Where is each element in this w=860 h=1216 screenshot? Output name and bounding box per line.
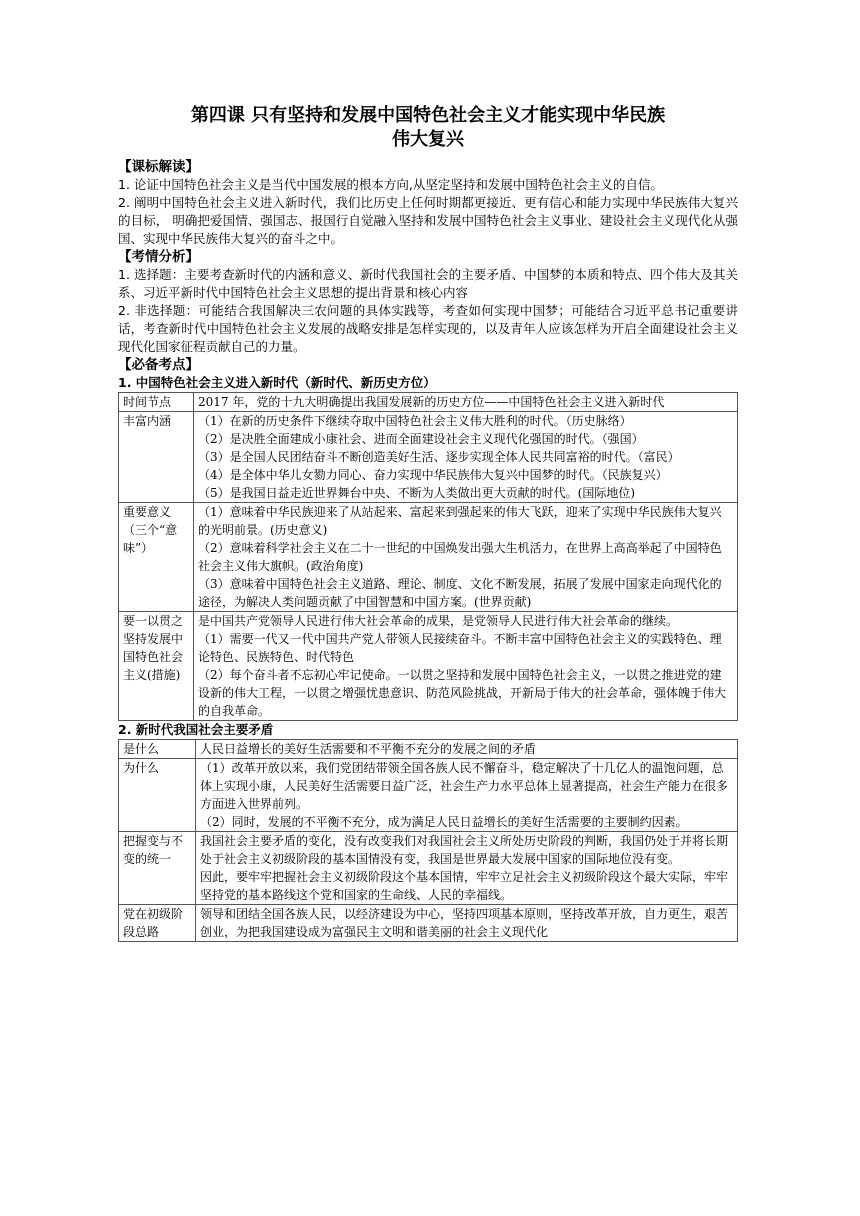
row-content (196, 905, 738, 942)
content-line: （3）是全国人民团结奋斗不断创造美好生活、逐步实现全体人民共同富裕的时代。（富民） (198, 450, 680, 464)
kebiao-item-1: 1. 论证中国特色社会主义是当代中国发展的根本方向,从坚定坚持和发展中国特色社会主义的自信。 (118, 177, 663, 192)
table-row (119, 503, 738, 612)
row-label: 是什么 (119, 740, 196, 759)
row-label: 时间节点 (119, 393, 194, 412)
table-new-era (118, 392, 738, 721)
section-heading-kebiao: 【课标解读】 (118, 159, 199, 175)
title-line-1: 第四课 只有坚持和发展中国特色社会主义才能实现中华民族 (190, 105, 666, 126)
row-label: 为什么 (119, 759, 196, 832)
table-row (119, 393, 738, 412)
kaoqing-item-1: 1. 选择题：主要考查新时代的内涵和意义、新时代我国社会的主要矛盾、中国梦的本质和特点、四个伟大及其关系、习近平新时代中国特色社会主义思想的提出背景和核心内容 (118, 267, 738, 300)
content-line: （3）意味着中国特色社会主义道路、理论、制度、文化不断发展，拓展了发展中国家走向现代化的途径，为解决人类问题贡献了中国智慧和中国方案。(世界贡献) (198, 577, 722, 609)
document-title (118, 104, 738, 152)
row-content (194, 612, 738, 721)
subsection-title-1: 1. 中国特色社会主义进入新时代（新时代、新历史方位） (118, 375, 436, 390)
row-label: 重要意义（三个“意味”） (119, 503, 194, 612)
table-row (119, 905, 738, 942)
row-content (194, 412, 738, 503)
content-line: （4）是全体中华儿女勠力同心、奋力实现中华民族伟大复兴中国梦的时代。（民族复兴） (198, 468, 668, 482)
kaoqing-item-2: 2. 非选择题：可能结合我国解决三农问题的具体实践等，考查如何实现中国梦；可能结合习近平总书记重要讲话，考查新时代中国特色社会主义发展的战略安排是怎样实现的，以及青年人应该怎样为开启全面建设社会主义现代化国家征程贡献自己的力量。 (118, 303, 738, 354)
section-heading-bibei: 【必备考点】 (118, 357, 199, 373)
content-line: 人民日益增长的美好生活需要和不平衡不充分的发展之间的矛盾 (200, 742, 537, 756)
content-line: （2）意味着科学社会主义在二十一世纪的中国焕发出强大生机活力，在世界上高高举起了中国特色社会主义伟大旗帜。(政治角度) (198, 541, 722, 573)
row-content (196, 759, 738, 832)
table-row (119, 832, 738, 905)
row-content (196, 832, 738, 905)
document-page (118, 104, 738, 942)
content-line: 2017 年，党的十九大明确提出我国发展新的历史方位——中国特色社会主义进入新时代 (198, 395, 665, 409)
row-label: 丰富内涵 (119, 412, 194, 503)
table-row (119, 740, 738, 759)
table-row (119, 612, 738, 721)
content-line: 我国社会主要矛盾的变化，没有改变我们对我国社会主义所处历史阶段的判断，我国仍处于并将长期处于社会主义初级阶段的基本国情没有变，我国是世界最大发展中国家的国际地位没有变。 (200, 834, 729, 866)
row-label: 党在初级阶段总路 (119, 905, 196, 942)
content-line: （1）需要一代又一代中国共产党人带领人民接续奋斗。不断丰富中国特色社会主义的实践特色、理论特色、民族特色、时代特色 (198, 632, 722, 664)
content-line: 因此，要牢牢把握社会主义初级阶段这个基本国情，牢牢立足社会主义初级阶段这个最大实际，牢牢坚持党的基本路线这个党和国家的生命线、人民的幸福线。 (200, 870, 729, 902)
table-row (119, 759, 738, 832)
row-content (194, 503, 738, 612)
table-row (119, 412, 738, 503)
row-content (196, 740, 738, 759)
row-content (194, 393, 738, 412)
content-line: （5）是我国日益走近世界舞台中央、不断为人类做出更大贡献的时代。(国际地位) (198, 486, 636, 500)
content-line: （2）是决胜全面建成小康社会、进而全面建设社会主义现代化强国的时代。（强国） (198, 432, 644, 446)
content-line: （2）每个奋斗者不忘初心牢记使命。一以贯之坚持和发展中国特色社会主义，一以贯之推进党的建设新的伟大工程，一以贯之增强忧患意识、防范风险挑战，开新局于伟大的社会革命，强体魄于伟大的自我革命。 (198, 668, 727, 718)
content-line: （2）同时，发展的不平衡不充分，成为满足人民日益增长的美好生活需要的主要制约因素。 (200, 815, 688, 829)
table-main-contradiction (118, 739, 738, 942)
content-line: 是中国共产党领导人民进行伟大社会革命的成果，是党领导人民进行伟大社会革命的继续。 (198, 614, 679, 628)
row-label: 要一以贯之坚持发展中国特色社会主义(措施) (119, 612, 194, 721)
content-line: （1）在新的历史条件下继续夺取中国特色社会主义伟大胜利的时代。（历史脉络） (198, 414, 632, 428)
content-line: 领导和团结全国各族人民，以经济建设为中心，坚持四项基本原则，坚持改革开放，自力更生，艰苦创业，为把我国建设成为富强民主文明和谐美丽的社会主义现代化 (200, 907, 729, 939)
section-heading-kaoqing: 【考情分析】 (118, 249, 199, 265)
subsection-title-2: 2. 新时代我国社会主要矛盾 (118, 722, 274, 737)
title-line-2: 伟大复兴 (392, 129, 464, 150)
row-label: 把握变与不变的统一 (119, 832, 196, 905)
kebiao-item-2: 2. 阐明中国特色社会主义进入新时代，我们比历史上任何时期都更接近、更有信心和能力实现中华民族伟大复兴的目标， 明确把爱国情、强国志、报国行自觉融入坚持和发展中国特色社会主义事业、建设社会主义现代化从强国、实现中华民族伟大复兴的奋斗之中。 (118, 195, 738, 246)
content-line: （1）改革开放以来，我们党团结带领全国各族人民不懈奋斗，稳定解决了十几亿人的温饱问题，总体上实现小康，人民美好生活需要日益广泛，社会生产力水平总体上显著提高，社会生产能力在很多方面进入世界前列。 (200, 761, 729, 811)
content-line: （1）意味着中华民族迎来了从站起来、富起来到强起来的伟大飞跃，迎来了实现中华民族伟大复兴的光明前景。(历史意义) (198, 505, 722, 537)
